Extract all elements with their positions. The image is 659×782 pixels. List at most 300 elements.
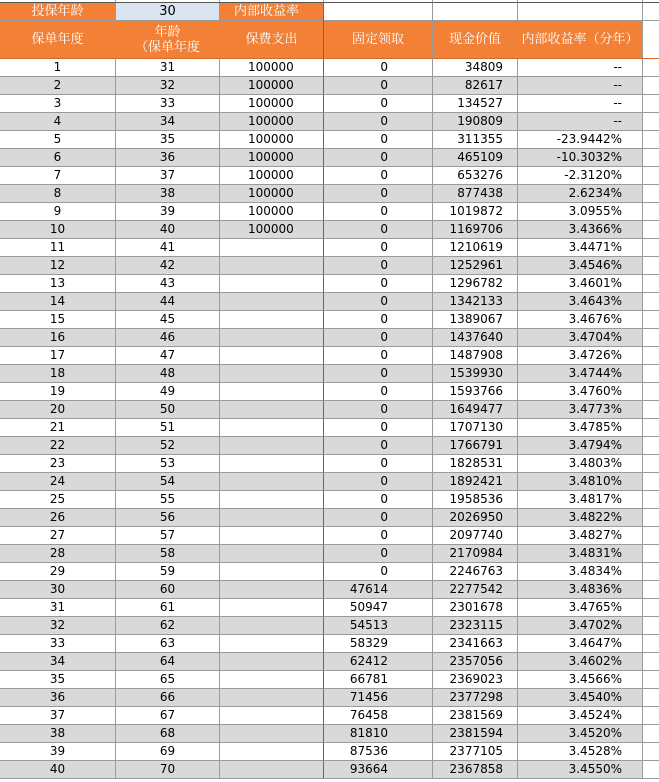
cell-cash-value[interactable]: 1958536 bbox=[433, 491, 518, 509]
cell[interactable] bbox=[518, 3, 643, 21]
cell-policy-year[interactable]: 25 bbox=[0, 491, 116, 509]
cell-irr[interactable]: 3.4834% bbox=[518, 563, 643, 581]
cell[interactable] bbox=[643, 167, 659, 185]
cell-premium[interactable] bbox=[220, 437, 324, 455]
cell-age[interactable]: 44 bbox=[116, 293, 220, 311]
cell[interactable] bbox=[643, 545, 659, 563]
cell-policy-year[interactable]: 4 bbox=[0, 113, 116, 131]
cell-premium[interactable] bbox=[220, 671, 324, 689]
cell[interactable] bbox=[643, 473, 659, 491]
cell-age[interactable]: 46 bbox=[116, 329, 220, 347]
cell-age[interactable]: 32 bbox=[116, 77, 220, 95]
table-row bbox=[0, 77, 659, 95]
cell-premium[interactable] bbox=[220, 293, 324, 311]
cell-cash-value[interactable]: 2367858 bbox=[433, 761, 518, 779]
cell-cash-value[interactable]: 2377105 bbox=[433, 743, 518, 761]
cell[interactable] bbox=[643, 221, 659, 239]
cell-premium[interactable] bbox=[220, 257, 324, 275]
cell-fixed-payout[interactable]: 0 bbox=[324, 113, 433, 131]
cell-premium[interactable] bbox=[220, 491, 324, 509]
cell-fixed-payout[interactable]: 0 bbox=[324, 203, 433, 221]
cell-age[interactable]: 41 bbox=[116, 239, 220, 257]
cell-premium[interactable]: 100000 bbox=[220, 59, 324, 77]
cell-irr[interactable]: 3.4550% bbox=[518, 761, 643, 779]
cell-irr[interactable]: 2.6234% bbox=[518, 185, 643, 203]
cell-irr[interactable]: 3.4773% bbox=[518, 401, 643, 419]
cell-irr[interactable]: 3.4601% bbox=[518, 275, 643, 293]
cell-irr[interactable]: 3.0955% bbox=[518, 203, 643, 221]
cell-fixed-payout[interactable]: 0 bbox=[324, 347, 433, 365]
cell-cash-value[interactable]: 1766791 bbox=[433, 437, 518, 455]
cell-age[interactable]: 36 bbox=[116, 149, 220, 167]
cell-irr[interactable]: 3.4566% bbox=[518, 671, 643, 689]
cell[interactable] bbox=[643, 77, 659, 95]
header-age[interactable]: 年龄 （保单年度 bbox=[116, 21, 220, 59]
cell[interactable] bbox=[643, 581, 659, 599]
cell-premium[interactable] bbox=[220, 509, 324, 527]
cell-age[interactable]: 58 bbox=[116, 545, 220, 563]
cell-fixed-payout[interactable]: 0 bbox=[324, 239, 433, 257]
cell-premium[interactable] bbox=[220, 383, 324, 401]
cell-premium[interactable] bbox=[220, 275, 324, 293]
cell[interactable] bbox=[643, 761, 659, 779]
cell-irr[interactable]: 3.4822% bbox=[518, 509, 643, 527]
cell-age[interactable]: 45 bbox=[116, 311, 220, 329]
cell-age[interactable]: 34 bbox=[116, 113, 220, 131]
cell-fixed-payout[interactable]: 50947 bbox=[324, 599, 433, 617]
cell-fixed-payout[interactable]: 54513 bbox=[324, 617, 433, 635]
cell-policy-year[interactable]: 18 bbox=[0, 365, 116, 383]
cell-policy-year[interactable]: 3 bbox=[0, 95, 116, 113]
cell-cash-value[interactable]: 1539930 bbox=[433, 365, 518, 383]
table-row bbox=[0, 743, 659, 761]
table-row bbox=[0, 617, 659, 635]
cell-age[interactable]: 66 bbox=[116, 689, 220, 707]
cell-policy-year[interactable]: 27 bbox=[0, 527, 116, 545]
cell-irr[interactable]: -- bbox=[518, 77, 643, 95]
cell-policy-year[interactable]: 29 bbox=[0, 563, 116, 581]
cell[interactable] bbox=[643, 257, 659, 275]
cell-irr[interactable]: 3.4528% bbox=[518, 743, 643, 761]
cell-policy-year[interactable]: 24 bbox=[0, 473, 116, 491]
cell-policy-year[interactable]: 5 bbox=[0, 131, 116, 149]
cell-policy-year[interactable]: 35 bbox=[0, 671, 116, 689]
cell-age[interactable]: 69 bbox=[116, 743, 220, 761]
cell-irr[interactable]: 3.4524% bbox=[518, 707, 643, 725]
cell-premium[interactable] bbox=[220, 329, 324, 347]
cell-age[interactable]: 54 bbox=[116, 473, 220, 491]
cell-premium[interactable] bbox=[220, 653, 324, 671]
cell-age[interactable]: 53 bbox=[116, 455, 220, 473]
cell-cash-value[interactable]: 2381569 bbox=[433, 707, 518, 725]
cell[interactable] bbox=[643, 455, 659, 473]
cell-fixed-payout[interactable]: 0 bbox=[324, 473, 433, 491]
cell-cash-value[interactable]: 190809 bbox=[433, 113, 518, 131]
cell-fixed-payout[interactable]: 0 bbox=[324, 95, 433, 113]
cell-cash-value[interactable]: 82617 bbox=[433, 77, 518, 95]
cell[interactable] bbox=[643, 401, 659, 419]
cell-fixed-payout[interactable]: 0 bbox=[324, 455, 433, 473]
cell-cash-value[interactable]: 2357056 bbox=[433, 653, 518, 671]
cell-premium[interactable] bbox=[220, 707, 324, 725]
cell-age[interactable]: 38 bbox=[116, 185, 220, 203]
cell-policy-year[interactable]: 32 bbox=[0, 617, 116, 635]
cell-irr[interactable]: 3.4366% bbox=[518, 221, 643, 239]
cell-age[interactable]: 64 bbox=[116, 653, 220, 671]
cell-age[interactable]: 31 bbox=[116, 59, 220, 77]
cell-cash-value[interactable]: 1019872 bbox=[433, 203, 518, 221]
cell-policy-year[interactable]: 14 bbox=[0, 293, 116, 311]
cell-fixed-payout[interactable]: 0 bbox=[324, 167, 433, 185]
cell-cash-value[interactable]: 2377298 bbox=[433, 689, 518, 707]
header-premium[interactable]: 保费支出 bbox=[220, 21, 324, 59]
cell[interactable] bbox=[643, 21, 659, 59]
cell-policy-year[interactable]: 16 bbox=[0, 329, 116, 347]
cell-policy-year[interactable]: 39 bbox=[0, 743, 116, 761]
table-row bbox=[0, 491, 659, 509]
cell-fixed-payout[interactable]: 0 bbox=[324, 383, 433, 401]
cell[interactable] bbox=[643, 653, 659, 671]
cell-policy-year[interactable]: 36 bbox=[0, 689, 116, 707]
cell-policy-year[interactable]: 28 bbox=[0, 545, 116, 563]
cell-fixed-payout[interactable]: 0 bbox=[324, 311, 433, 329]
cell[interactable] bbox=[643, 707, 659, 725]
cell-age[interactable]: 39 bbox=[116, 203, 220, 221]
cell-cash-value[interactable]: 2026950 bbox=[433, 509, 518, 527]
cell[interactable] bbox=[643, 329, 659, 347]
cell-irr[interactable]: 3.4836% bbox=[518, 581, 643, 599]
cell-policy-year[interactable]: 8 bbox=[0, 185, 116, 203]
cell-age[interactable]: 63 bbox=[116, 635, 220, 653]
cell-policy-year[interactable]: 21 bbox=[0, 419, 116, 437]
cell-age[interactable]: 55 bbox=[116, 491, 220, 509]
cell-irr[interactable]: 3.4471% bbox=[518, 239, 643, 257]
cell-policy-year[interactable]: 15 bbox=[0, 311, 116, 329]
cell[interactable] bbox=[433, 3, 518, 21]
cell-fixed-payout[interactable]: 0 bbox=[324, 437, 433, 455]
cell-fixed-payout[interactable]: 93664 bbox=[324, 761, 433, 779]
cell-cash-value[interactable]: 1389067 bbox=[433, 311, 518, 329]
cell[interactable] bbox=[643, 563, 659, 581]
cell-policy-year[interactable]: 33 bbox=[0, 635, 116, 653]
irr-label[interactable]: 内部收益率 bbox=[220, 3, 324, 21]
cell-fixed-payout[interactable]: 0 bbox=[324, 491, 433, 509]
cell-premium[interactable] bbox=[220, 347, 324, 365]
cell-cash-value[interactable]: 2277542 bbox=[433, 581, 518, 599]
cell-cash-value[interactable]: 134527 bbox=[433, 95, 518, 113]
cell-cash-value[interactable]: 2341663 bbox=[433, 635, 518, 653]
cell-policy-year[interactable]: 2 bbox=[0, 77, 116, 95]
cell-policy-year[interactable]: 23 bbox=[0, 455, 116, 473]
cell-cash-value[interactable]: 877438 bbox=[433, 185, 518, 203]
cell-premium[interactable] bbox=[220, 419, 324, 437]
cell[interactable] bbox=[643, 671, 659, 689]
cell-policy-year[interactable]: 1 bbox=[0, 59, 116, 77]
cell-irr[interactable]: 3.4647% bbox=[518, 635, 643, 653]
cell-cash-value[interactable]: 1437640 bbox=[433, 329, 518, 347]
cell[interactable] bbox=[643, 95, 659, 113]
cell-premium[interactable]: 100000 bbox=[220, 77, 324, 95]
cell-premium[interactable] bbox=[220, 401, 324, 419]
cell[interactable] bbox=[643, 185, 659, 203]
cell-fixed-payout[interactable]: 81810 bbox=[324, 725, 433, 743]
cell-age[interactable]: 49 bbox=[116, 383, 220, 401]
cell-premium[interactable] bbox=[220, 563, 324, 581]
cell-irr[interactable]: 3.4726% bbox=[518, 347, 643, 365]
cell-policy-year[interactable]: 31 bbox=[0, 599, 116, 617]
cell-irr[interactable]: 3.4810% bbox=[518, 473, 643, 491]
cell-age[interactable]: 48 bbox=[116, 365, 220, 383]
cell-cash-value[interactable]: 2301678 bbox=[433, 599, 518, 617]
cell[interactable] bbox=[643, 131, 659, 149]
insured-age-value[interactable]: 30 bbox=[116, 3, 220, 21]
cell-premium[interactable] bbox=[220, 761, 324, 779]
cell-age[interactable]: 67 bbox=[116, 707, 220, 725]
cell-policy-year[interactable]: 7 bbox=[0, 167, 116, 185]
cell-age[interactable]: 51 bbox=[116, 419, 220, 437]
cell-age[interactable]: 65 bbox=[116, 671, 220, 689]
cell-cash-value[interactable]: 1252961 bbox=[433, 257, 518, 275]
cell-cash-value[interactable]: 2097740 bbox=[433, 527, 518, 545]
cell-age[interactable]: 61 bbox=[116, 599, 220, 617]
cell-fixed-payout[interactable]: 0 bbox=[324, 221, 433, 239]
cell-fixed-payout[interactable]: 0 bbox=[324, 419, 433, 437]
cell-policy-year[interactable]: 38 bbox=[0, 725, 116, 743]
cell-premium[interactable]: 100000 bbox=[220, 185, 324, 203]
cell-policy-year[interactable]: 6 bbox=[0, 149, 116, 167]
cell[interactable] bbox=[643, 59, 659, 77]
header-fixed-payout[interactable]: 固定领取 bbox=[324, 21, 433, 59]
cell-irr[interactable]: 3.4546% bbox=[518, 257, 643, 275]
cell-policy-year[interactable]: 40 bbox=[0, 761, 116, 779]
table-row bbox=[0, 671, 659, 689]
cell-policy-year[interactable]: 17 bbox=[0, 347, 116, 365]
cell-premium[interactable] bbox=[220, 365, 324, 383]
cell[interactable] bbox=[324, 3, 433, 21]
cell[interactable] bbox=[643, 437, 659, 455]
cell-irr[interactable]: 3.4520% bbox=[518, 725, 643, 743]
cell[interactable] bbox=[643, 365, 659, 383]
cell-policy-year[interactable]: 22 bbox=[0, 437, 116, 455]
cell-fixed-payout[interactable]: 0 bbox=[324, 401, 433, 419]
cell-cash-value[interactable]: 2381594 bbox=[433, 725, 518, 743]
cell-fixed-payout[interactable]: 62412 bbox=[324, 653, 433, 671]
cell-fixed-payout[interactable]: 58329 bbox=[324, 635, 433, 653]
cell[interactable] bbox=[643, 527, 659, 545]
cell-irr[interactable]: 3.4803% bbox=[518, 455, 643, 473]
cell[interactable] bbox=[643, 689, 659, 707]
cell-premium[interactable]: 100000 bbox=[220, 203, 324, 221]
cell-fixed-payout[interactable]: 0 bbox=[324, 77, 433, 95]
cell-irr[interactable]: 3.4602% bbox=[518, 653, 643, 671]
cell-cash-value[interactable]: 1892421 bbox=[433, 473, 518, 491]
cell-irr[interactable]: 3.4765% bbox=[518, 599, 643, 617]
cell[interactable] bbox=[643, 743, 659, 761]
cell-irr[interactable]: -23.9442% bbox=[518, 131, 643, 149]
cell-age[interactable]: 68 bbox=[116, 725, 220, 743]
cell-age[interactable]: 37 bbox=[116, 167, 220, 185]
cell-premium[interactable] bbox=[220, 743, 324, 761]
cell-age[interactable]: 59 bbox=[116, 563, 220, 581]
cell-fixed-payout[interactable]: 0 bbox=[324, 527, 433, 545]
cell-premium[interactable] bbox=[220, 239, 324, 257]
cell-fixed-payout[interactable]: 0 bbox=[324, 509, 433, 527]
cell-age[interactable]: 43 bbox=[116, 275, 220, 293]
cell-age[interactable]: 35 bbox=[116, 131, 220, 149]
cell-policy-year[interactable]: 30 bbox=[0, 581, 116, 599]
cell-premium[interactable] bbox=[220, 473, 324, 491]
cell[interactable] bbox=[643, 383, 659, 401]
cell-premium[interactable]: 100000 bbox=[220, 131, 324, 149]
cell-cash-value[interactable]: 1169706 bbox=[433, 221, 518, 239]
cell-policy-year[interactable]: 19 bbox=[0, 383, 116, 401]
cell-cash-value[interactable]: 1210619 bbox=[433, 239, 518, 257]
cell-fixed-payout[interactable]: 0 bbox=[324, 563, 433, 581]
cell-irr[interactable]: 3.4704% bbox=[518, 329, 643, 347]
cell-premium[interactable]: 100000 bbox=[220, 221, 324, 239]
cell[interactable] bbox=[643, 113, 659, 131]
cell-premium[interactable] bbox=[220, 311, 324, 329]
cell-premium[interactable] bbox=[220, 635, 324, 653]
cell-age[interactable]: 57 bbox=[116, 527, 220, 545]
cell-premium[interactable] bbox=[220, 455, 324, 473]
cell[interactable] bbox=[643, 419, 659, 437]
cell[interactable] bbox=[643, 3, 659, 21]
cell-cash-value[interactable]: 653276 bbox=[433, 167, 518, 185]
cell-irr[interactable]: 3.4794% bbox=[518, 437, 643, 455]
cell-policy-year[interactable]: 34 bbox=[0, 653, 116, 671]
cell[interactable] bbox=[643, 635, 659, 653]
cell-premium[interactable]: 100000 bbox=[220, 113, 324, 131]
cell-policy-year[interactable]: 12 bbox=[0, 257, 116, 275]
cell-age[interactable]: 70 bbox=[116, 761, 220, 779]
cell[interactable] bbox=[643, 203, 659, 221]
cell-irr[interactable]: -2.3120% bbox=[518, 167, 643, 185]
cell-policy-year[interactable]: 13 bbox=[0, 275, 116, 293]
cell-cash-value[interactable]: 465109 bbox=[433, 149, 518, 167]
cell-irr[interactable]: 3.4702% bbox=[518, 617, 643, 635]
cell-fixed-payout[interactable]: 47614 bbox=[324, 581, 433, 599]
cell-cash-value[interactable]: 1296782 bbox=[433, 275, 518, 293]
cell-age[interactable]: 62 bbox=[116, 617, 220, 635]
cell-fixed-payout[interactable]: 0 bbox=[324, 293, 433, 311]
cell-fixed-payout[interactable]: 0 bbox=[324, 59, 433, 77]
cell-premium[interactable] bbox=[220, 545, 324, 563]
cell-irr[interactable]: 3.4785% bbox=[518, 419, 643, 437]
cell-fixed-payout[interactable]: 66781 bbox=[324, 671, 433, 689]
cell-cash-value[interactable]: 1487908 bbox=[433, 347, 518, 365]
cell-premium[interactable]: 100000 bbox=[220, 167, 324, 185]
cell-policy-year[interactable]: 20 bbox=[0, 401, 116, 419]
cell-cash-value[interactable]: 1828531 bbox=[433, 455, 518, 473]
cell-irr[interactable]: -- bbox=[518, 113, 643, 131]
cell-premium[interactable] bbox=[220, 725, 324, 743]
cell-cash-value[interactable]: 311355 bbox=[433, 131, 518, 149]
cell-cash-value[interactable]: 2170984 bbox=[433, 545, 518, 563]
cell-irr[interactable]: 3.4643% bbox=[518, 293, 643, 311]
cell-premium[interactable] bbox=[220, 599, 324, 617]
cell-irr[interactable]: -- bbox=[518, 95, 643, 113]
cell-premium[interactable]: 100000 bbox=[220, 149, 324, 167]
cell-cash-value[interactable]: 1593766 bbox=[433, 383, 518, 401]
cell[interactable] bbox=[643, 149, 659, 167]
cell-irr[interactable]: 3.4831% bbox=[518, 545, 643, 563]
cell-age[interactable]: 56 bbox=[116, 509, 220, 527]
cell-cash-value[interactable]: 1342133 bbox=[433, 293, 518, 311]
cell-policy-year[interactable]: 26 bbox=[0, 509, 116, 527]
cell-fixed-payout[interactable]: 76458 bbox=[324, 707, 433, 725]
cell-irr[interactable]: 3.4827% bbox=[518, 527, 643, 545]
cell-irr[interactable]: -10.3032% bbox=[518, 149, 643, 167]
cell-fixed-payout[interactable]: 0 bbox=[324, 545, 433, 563]
cell[interactable] bbox=[643, 293, 659, 311]
cell-fixed-payout[interactable]: 0 bbox=[324, 365, 433, 383]
cell-irr[interactable]: 3.4817% bbox=[518, 491, 643, 509]
cell[interactable] bbox=[643, 275, 659, 293]
cell-irr[interactable]: 3.4540% bbox=[518, 689, 643, 707]
cell[interactable] bbox=[643, 311, 659, 329]
cell-irr[interactable]: 3.4676% bbox=[518, 311, 643, 329]
cell-age[interactable]: 33 bbox=[116, 95, 220, 113]
cell[interactable] bbox=[643, 509, 659, 527]
cell-policy-year[interactable]: 9 bbox=[0, 203, 116, 221]
cell-fixed-payout[interactable]: 71456 bbox=[324, 689, 433, 707]
cell-policy-year[interactable]: 11 bbox=[0, 239, 116, 257]
cell[interactable] bbox=[643, 725, 659, 743]
cell-age[interactable]: 42 bbox=[116, 257, 220, 275]
cell-fixed-payout[interactable]: 0 bbox=[324, 257, 433, 275]
header-cash-value[interactable]: 现金价值 bbox=[433, 21, 518, 59]
insured-age-label[interactable]: 投保年龄 bbox=[0, 3, 116, 21]
cell-fixed-payout[interactable]: 0 bbox=[324, 329, 433, 347]
header-policy-year[interactable]: 保单年度 bbox=[0, 21, 116, 59]
cell[interactable] bbox=[643, 617, 659, 635]
cell-cash-value[interactable]: 2323115 bbox=[433, 617, 518, 635]
cell-cash-value[interactable]: 2246763 bbox=[433, 563, 518, 581]
cell-irr[interactable]: 3.4760% bbox=[518, 383, 643, 401]
cell-cash-value[interactable]: 1707130 bbox=[433, 419, 518, 437]
cell-fixed-payout[interactable]: 0 bbox=[324, 275, 433, 293]
cell-fixed-payout[interactable]: 87536 bbox=[324, 743, 433, 761]
cell-fixed-payout[interactable]: 0 bbox=[324, 185, 433, 203]
cell-premium[interactable] bbox=[220, 527, 324, 545]
cell-cash-value[interactable]: 1649477 bbox=[433, 401, 518, 419]
cell[interactable] bbox=[643, 599, 659, 617]
cell-cash-value[interactable]: 2369023 bbox=[433, 671, 518, 689]
cell-age[interactable]: 40 bbox=[116, 221, 220, 239]
cell-premium[interactable] bbox=[220, 689, 324, 707]
table-row bbox=[0, 131, 659, 149]
cell-fixed-payout[interactable]: 0 bbox=[324, 131, 433, 149]
cell-premium[interactable] bbox=[220, 581, 324, 599]
cell[interactable] bbox=[643, 347, 659, 365]
cell-policy-year[interactable]: 10 bbox=[0, 221, 116, 239]
cell-irr[interactable]: 3.4744% bbox=[518, 365, 643, 383]
cell[interactable] bbox=[643, 491, 659, 509]
cell-cash-value[interactable]: 34809 bbox=[433, 59, 518, 77]
cell-irr[interactable]: -- bbox=[518, 59, 643, 77]
cell-age[interactable]: 47 bbox=[116, 347, 220, 365]
cell-age[interactable]: 52 bbox=[116, 437, 220, 455]
cell-age[interactable]: 60 bbox=[116, 581, 220, 599]
cell-premium[interactable]: 100000 bbox=[220, 95, 324, 113]
cell-premium[interactable] bbox=[220, 617, 324, 635]
cell-fixed-payout[interactable]: 0 bbox=[324, 149, 433, 167]
cell-policy-year[interactable]: 37 bbox=[0, 707, 116, 725]
header-irr[interactable]: 内部收益率（分年） bbox=[518, 21, 643, 59]
cell[interactable] bbox=[643, 239, 659, 257]
cell-age[interactable]: 50 bbox=[116, 401, 220, 419]
